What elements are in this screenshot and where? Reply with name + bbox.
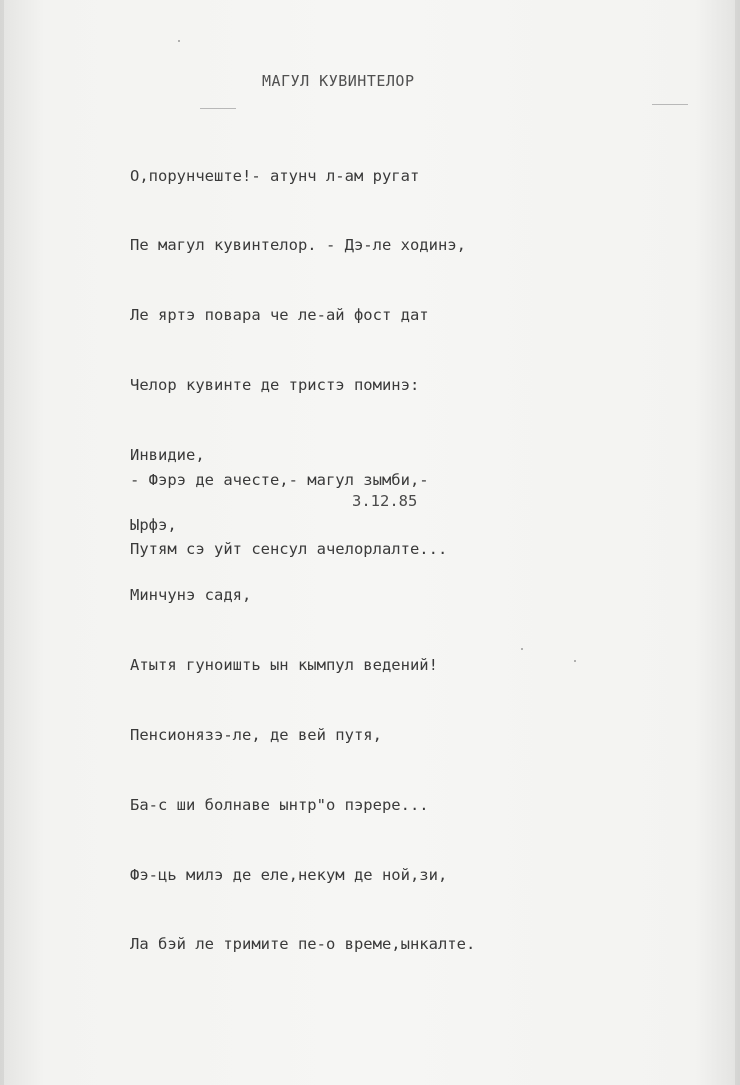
paper-speck: [521, 648, 523, 650]
page-edge-shadow-right: [735, 0, 740, 1085]
stanza-2: [130, 422, 447, 608]
poem-line: Минчунэ садя,: [130, 585, 252, 604]
page-edge-shadow-left: [0, 0, 4, 1085]
poem-line: Фэ-ць милэ де еле,некум де ной,зи,: [130, 865, 448, 884]
poem-line: Ырфэ,: [130, 516, 177, 535]
poem-line: Путям сэ уйт сенсул ачелорлалте...: [130, 540, 448, 559]
stray-mark: [200, 108, 236, 109]
paper-speck: [178, 40, 180, 42]
poem-line: Челор кувинте де тристэ поминэ:: [130, 376, 420, 395]
poem-line: Ле яртэ повара че ле-ай фост дат: [130, 306, 429, 325]
poem-line: Пенсионязэ-ле, де вей путя,: [130, 725, 382, 744]
stray-mark: [652, 104, 688, 105]
poem-line: - Фэрэ де ачесте,- магул зымби,-: [130, 470, 429, 489]
poem-line: Пе магул кувинтелор. - Дэ-ле ходинэ,: [130, 236, 466, 255]
poem-line: Ла бэй ле тримите пе-о време,ынкалте.: [130, 935, 476, 954]
poem-line: О,порунчеште!- атунч л-ам ругат: [130, 166, 420, 185]
poem-line: Инвидие,: [130, 446, 205, 465]
poem-title: МАГУЛ КУВИНТЕЛОР: [262, 72, 415, 90]
poem-date: 3.12.85: [352, 492, 418, 510]
poem-line: Ба-с ши болнаве ынтр"о пэрере...: [130, 795, 429, 814]
paper-speck: [574, 660, 576, 662]
poem-line: Атытя гуноишть ын кымпул ведений!: [130, 655, 438, 674]
